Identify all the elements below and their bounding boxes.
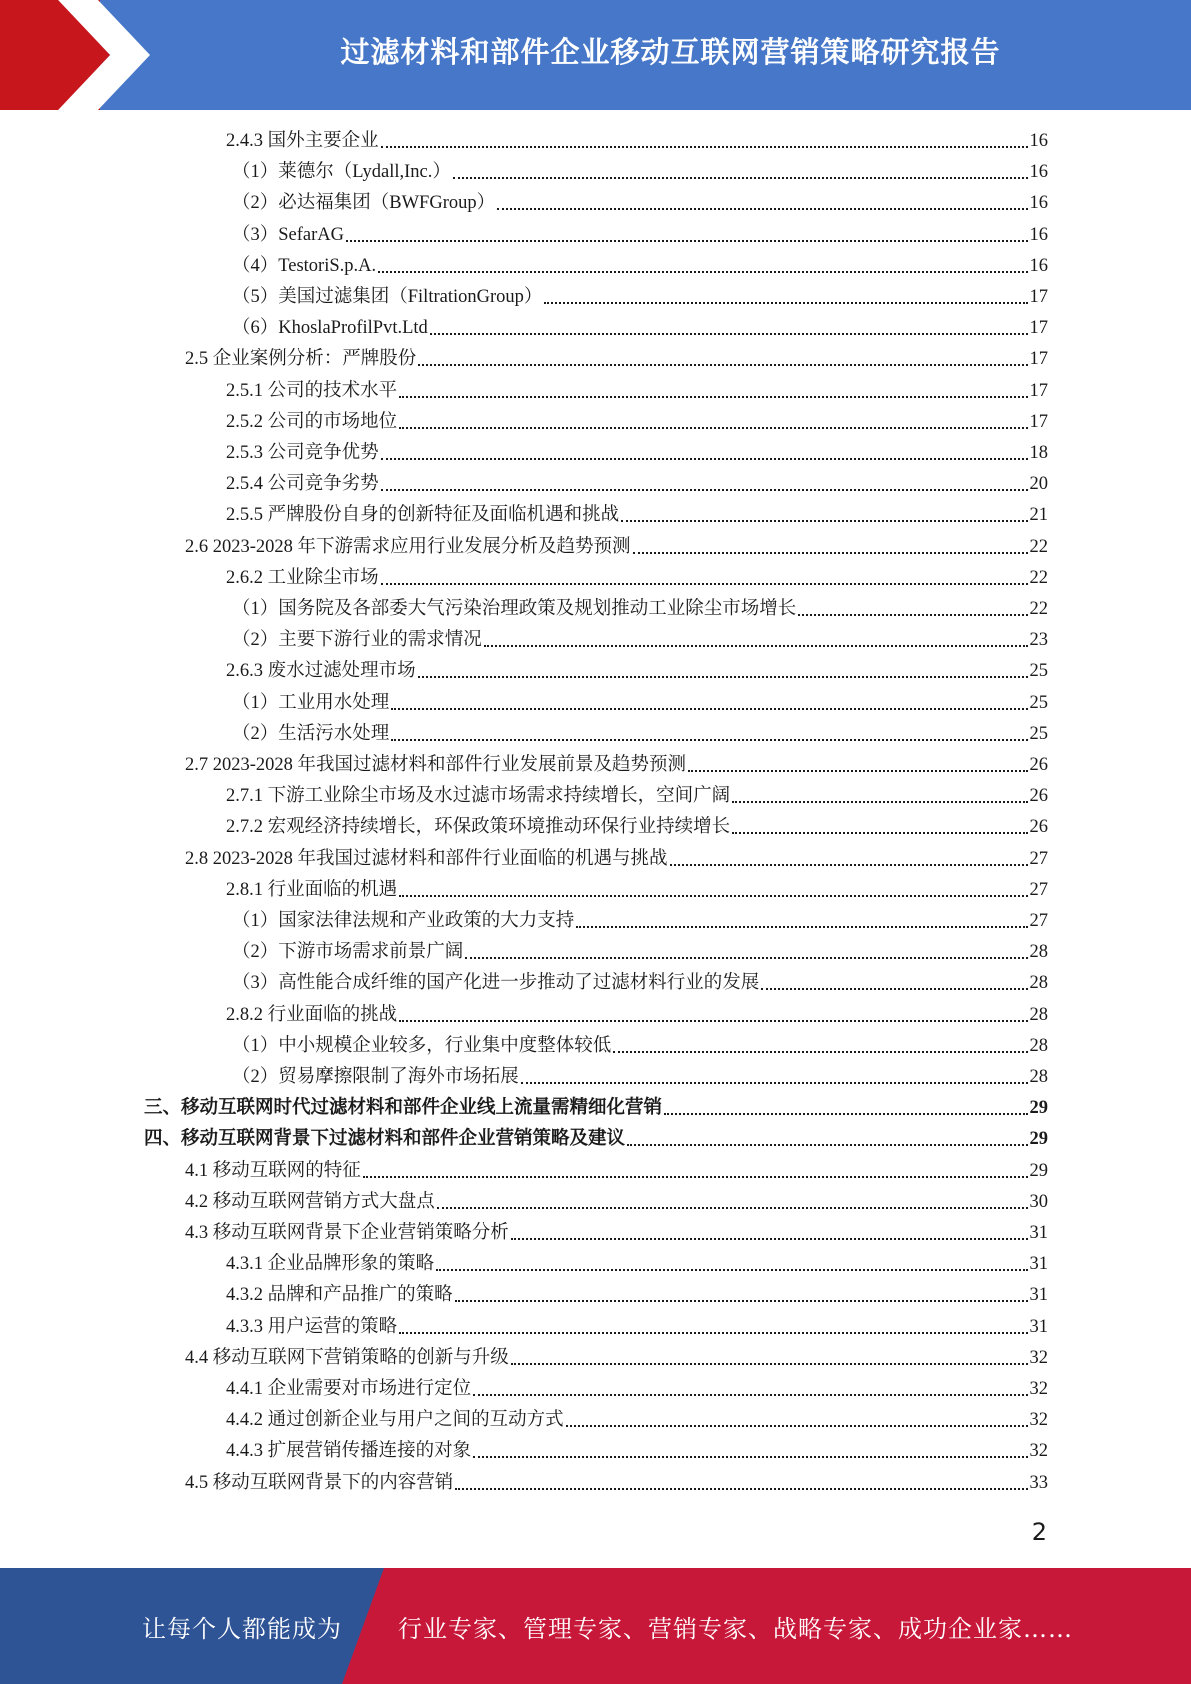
toc-entry[interactable]: [232, 1031, 1048, 1062]
footer-slogan-right: 行业专家、管理专家、营销专家、战略专家、成功企业家……: [398, 1614, 1073, 1643]
toc-entry-title: （2）主要下游行业的需求情况: [232, 630, 482, 651]
toc-dot-leader: [430, 332, 1028, 335]
toc-entry-page: 32: [1029, 1410, 1048, 1431]
toc-entry-title: 2.6.3 废水过滤处理市场: [226, 661, 416, 682]
toc-entry[interactable]: [226, 1405, 1048, 1436]
toc-dot-leader: [633, 551, 1028, 554]
toc-entry-title: 2.5.5 严牌股份自身的创新特征及面临机遇和挑战: [226, 505, 620, 526]
toc-entry[interactable]: [232, 594, 1048, 625]
toc-entry[interactable]: [185, 1218, 1048, 1249]
toc-dot-leader: [391, 707, 1027, 710]
toc-entry-title: （2）生活污水处理: [232, 723, 390, 744]
toc-entry[interactable]: [185, 532, 1048, 563]
toc-entry-title: （3）SefarAG: [232, 224, 345, 245]
toc-entry-page: 31: [1029, 1223, 1048, 1243]
toc-dot-leader: [381, 488, 1028, 491]
toc-entry-title: （1）工业用水处理: [232, 692, 390, 713]
toc-entry-title: （1）莱德尔（Lydall,Inc.）: [232, 162, 451, 183]
toc-entry[interactable]: [226, 812, 1048, 843]
toc-entry[interactable]: [226, 500, 1048, 531]
toc-entry-page: 17: [1029, 318, 1048, 339]
toc-dot-leader: [511, 1362, 1028, 1365]
toc-entry-title: 4.4.3 扩展营销传播连接的对象: [226, 1441, 472, 1462]
toc-entry-title: （2）下游市场需求前景广阔: [232, 942, 464, 963]
toc-entry[interactable]: [232, 906, 1048, 937]
toc-entry-page: 29: [1029, 1098, 1048, 1119]
toc-dot-leader: [798, 613, 1027, 616]
toc-entry-page: 16: [1029, 162, 1048, 183]
toc-dot-leader: [465, 956, 1027, 959]
toc-entry-page: 33: [1029, 1472, 1048, 1493]
toc-entry[interactable]: [226, 781, 1048, 812]
toc-dot-leader: [732, 800, 1027, 803]
toc-entry[interactable]: [185, 1468, 1048, 1499]
toc-entry[interactable]: [144, 1124, 1048, 1155]
toc-entry-page: 17: [1029, 380, 1048, 401]
toc-entry-title: 2.8 2023-2028 年我国过滤材料和部件行业面临的机遇与挑战: [185, 848, 668, 869]
toc-entry-title: 4.3.1 企业品牌形象的策略: [226, 1254, 435, 1275]
toc-entry-page: 31: [1029, 1316, 1048, 1337]
toc-entry-page: 16: [1029, 224, 1048, 245]
toc-entry-page: 28: [1029, 1067, 1048, 1087]
toc-dot-leader: [381, 457, 1028, 460]
toc-entry-title: 4.3.3 用户运营的策略: [226, 1316, 398, 1337]
toc-entry-title: 三、移动互联网时代过滤材料和部件企业线上流量需精细化营销: [144, 1098, 663, 1119]
toc-dot-leader: [399, 1331, 1027, 1334]
toc-dot-leader: [418, 363, 1027, 366]
toc-entry[interactable]: [185, 1187, 1048, 1218]
toc-entry-title: 4.1 移动互联网的特征: [185, 1160, 361, 1181]
toc-entry[interactable]: [226, 875, 1048, 906]
toc-entry-page: 27: [1029, 848, 1048, 869]
toc-entry[interactable]: [226, 563, 1048, 594]
toc-entry[interactable]: [226, 1312, 1048, 1343]
toc-entry-page: 17: [1029, 411, 1048, 432]
toc-dot-leader: [455, 1487, 1027, 1490]
toc-entry-page: 30: [1029, 1191, 1048, 1212]
toc-entry-title: 2.5.2 公司的市场地位: [226, 411, 398, 432]
toc-entry-title: 2.8.2 行业面临的挑战: [226, 1004, 398, 1025]
toc-dot-leader: [621, 519, 1027, 522]
toc-entry-title: 2.5.3 公司竞争优势: [226, 443, 379, 463]
toc-entry-page: 22: [1029, 599, 1048, 619]
toc-entry-page: 31: [1029, 1254, 1048, 1275]
toc-dot-leader: [346, 239, 1027, 242]
toc-entry[interactable]: [226, 376, 1048, 407]
toc-dot-leader: [761, 987, 1027, 990]
toc-dot-leader: [399, 395, 1027, 398]
toc-entry-page: 17: [1029, 349, 1048, 370]
toc-entry-page: 16: [1029, 193, 1048, 214]
toc-dot-leader: [473, 1393, 1027, 1396]
toc-dot-leader: [399, 1019, 1027, 1022]
toc-entry[interactable]: [232, 625, 1048, 656]
toc-dot-leader: [497, 207, 1027, 210]
toc-entry-title: 2.5.1 公司的技术水平: [226, 380, 398, 401]
toc-entry-page: 17: [1029, 287, 1048, 307]
toc-entry-title: 4.2 移动互联网营销方式大盘点: [185, 1191, 435, 1212]
toc-entry[interactable]: [232, 1062, 1048, 1093]
toc-entry[interactable]: [232, 188, 1048, 219]
toc-entry-title: 4.4.2 通过创新企业与用户之间的互动方式: [226, 1410, 564, 1431]
toc-entry-title: （5）美国过滤集团（FiltrationGroup）: [232, 287, 543, 307]
toc-entry[interactable]: [226, 1249, 1048, 1280]
toc-entry[interactable]: [232, 313, 1048, 344]
toc-entry-page: 21: [1029, 505, 1048, 526]
toc-dot-leader: [381, 145, 1028, 148]
toc-entry[interactable]: [232, 937, 1048, 968]
toc-dot-leader: [544, 301, 1027, 304]
toc-dot-leader: [455, 1299, 1028, 1302]
toc-entry[interactable]: [185, 750, 1048, 781]
toc-dot-leader: [399, 894, 1027, 897]
toc-entry-title: 4.5 移动互联网背景下的内容营销: [185, 1472, 454, 1493]
toc-entry[interactable]: [226, 407, 1048, 438]
toc-entry-page: 28: [1029, 1035, 1048, 1056]
page-footer: [0, 1568, 1191, 1684]
toc-entry-title: （2）贸易摩擦限制了海外市场拓展: [232, 1067, 519, 1087]
toc-entry-page: 28: [1029, 942, 1048, 963]
toc-dot-leader: [613, 1050, 1027, 1053]
toc-dot-leader: [453, 176, 1028, 179]
toc-entry[interactable]: [144, 1093, 1048, 1124]
toc-entry[interactable]: [232, 157, 1048, 188]
toc-entry[interactable]: [232, 282, 1048, 313]
toc-entry-page: 25: [1029, 723, 1048, 744]
toc-entry-title: 2.5.4 公司竞争劣势: [226, 474, 379, 495]
toc-dot-leader: [521, 1081, 1028, 1084]
toc-dot-leader: [381, 582, 1028, 585]
toc-entry-page: 28: [1029, 973, 1048, 994]
toc-entry-page: 26: [1029, 817, 1048, 838]
header-arrow-icon: [0, 0, 160, 110]
page-number: 2: [1031, 1518, 1047, 1546]
toc-entry-title: 2.7 2023-2028 年我国过滤材料和部件行业发展前景及趋势预测: [185, 755, 687, 775]
toc-entry-title: 四、移动互联网背景下过滤材料和部件企业营销策略及建议: [144, 1129, 626, 1150]
toc-entry-page: 22: [1029, 536, 1048, 557]
toc-entry-title: （4）TestoriS.p.A.: [232, 255, 377, 276]
toc-entry[interactable]: [226, 1374, 1048, 1405]
toc-dot-leader: [437, 1206, 1028, 1209]
toc-entry-page: 25: [1029, 692, 1048, 713]
toc-entry-page: 31: [1029, 1285, 1048, 1306]
toc-entry-title: 4.3 移动互联网背景下企业营销策略分析: [185, 1223, 509, 1243]
footer-slogan-left: 让每个人都能成为: [142, 1614, 342, 1643]
toc-dot-leader: [627, 1143, 1027, 1146]
toc-entry-title: （1）中小规模企业较多，行业集中度整体较低: [232, 1035, 612, 1056]
toc-dot-leader: [391, 738, 1027, 741]
toc-entry-title: 2.6.2 工业除尘市场: [226, 567, 379, 588]
toc-entry[interactable]: [232, 251, 1048, 282]
toc-entry-page: 22: [1029, 567, 1048, 588]
toc-entry-page: 16: [1029, 131, 1048, 151]
toc-entry[interactable]: [232, 719, 1048, 750]
toc-entry-page: 28: [1029, 1004, 1048, 1025]
toc-entry[interactable]: [232, 220, 1048, 251]
toc-entry-page: 32: [1029, 1347, 1048, 1368]
toc-entry-page: 27: [1029, 879, 1048, 900]
toc-dot-leader: [511, 1237, 1028, 1240]
toc-entry[interactable]: [226, 1000, 1048, 1031]
toc-dot-leader: [732, 831, 1027, 834]
toc-dot-leader: [484, 644, 1028, 647]
toc-dot-leader: [399, 426, 1027, 429]
toc-entry-page: 23: [1029, 630, 1048, 651]
toc-entry-title: 2.7.2 宏观经济持续增长，环保政策环境推动环保行业持续增长: [226, 817, 731, 838]
toc-entry[interactable]: [226, 438, 1048, 469]
toc-entry[interactable]: [185, 844, 1048, 875]
toc-dot-leader: [566, 1424, 1028, 1427]
toc-entry-title: （1）国家法律法规和产业政策的大力支持: [232, 911, 575, 931]
toc-entry-title: 2.4.3 国外主要企业: [226, 131, 379, 151]
toc-entry[interactable]: [185, 1156, 1048, 1187]
toc-entry-page: 16: [1029, 255, 1048, 276]
toc-entry-title: （6）KhoslaProfilPvt.Ltd: [232, 318, 428, 339]
toc-entry-title: （2）必达福集团（BWFGroup）: [232, 193, 496, 214]
toc-entry-title: 4.4 移动互联网下营销策略的创新与升级: [185, 1347, 509, 1368]
toc-dot-leader: [418, 675, 1028, 678]
toc-entry-page: 18: [1029, 443, 1048, 463]
toc-entry-page: 20: [1029, 474, 1048, 495]
toc-entry-page: 32: [1029, 1441, 1048, 1462]
toc-entry-page: 25: [1029, 661, 1048, 682]
toc-dot-leader: [688, 769, 1027, 772]
toc-entry[interactable]: [226, 469, 1048, 500]
toc-entry-title: 2.8.1 行业面临的机遇: [226, 879, 398, 900]
toc-dot-leader: [436, 1268, 1027, 1271]
toc-entry-page: 27: [1029, 911, 1048, 931]
toc-entry-title: 4.3.2 品牌和产品推广的策略: [226, 1285, 453, 1306]
toc-entry[interactable]: [185, 1343, 1048, 1374]
page-header: [0, 0, 1191, 110]
toc-entry-title: （3）高性能合成纤维的国产化进一步推动了过滤材料行业的发展: [232, 973, 760, 994]
toc-entry-title: 2.7.1 下游工业除尘市场及水过滤市场需求持续增长，空间广阔: [226, 786, 731, 807]
toc-entry[interactable]: [185, 344, 1048, 375]
toc-entry-title: （1）国务院及各部委大气污染治理政策及规划推动工业除尘市场增长: [232, 599, 797, 619]
toc-entry[interactable]: [226, 1436, 1048, 1467]
toc-entry[interactable]: [232, 968, 1048, 999]
report-title: 过滤材料和部件企业移动互联网营销策略研究报告: [340, 34, 1001, 69]
toc-entry-page: 29: [1029, 1129, 1048, 1150]
toc-entry-page: 29: [1029, 1160, 1048, 1181]
toc-entry-title: 4.4.1 企业需要对市场进行定位: [226, 1379, 472, 1399]
toc-dot-leader: [664, 1112, 1027, 1115]
toc-entry-page: 32: [1029, 1379, 1048, 1399]
toc-entry-title: 2.5 企业案例分析：严牌股份: [185, 349, 417, 370]
toc-entry-page: 26: [1029, 786, 1048, 807]
toc-entry[interactable]: [226, 1280, 1048, 1311]
toc-entry-page: 26: [1029, 755, 1048, 775]
toc-dot-leader: [363, 1175, 1028, 1178]
toc-entry[interactable]: [226, 656, 1048, 687]
toc-entry[interactable]: [226, 126, 1048, 157]
toc-dot-leader: [576, 925, 1027, 928]
toc-dot-leader: [670, 863, 1028, 866]
toc-entry-title: 2.6 2023-2028 年下游需求应用行业发展分析及趋势预测: [185, 536, 631, 557]
toc-dot-leader: [378, 270, 1027, 273]
toc-entry[interactable]: [232, 688, 1048, 719]
toc-dot-leader: [473, 1455, 1027, 1458]
